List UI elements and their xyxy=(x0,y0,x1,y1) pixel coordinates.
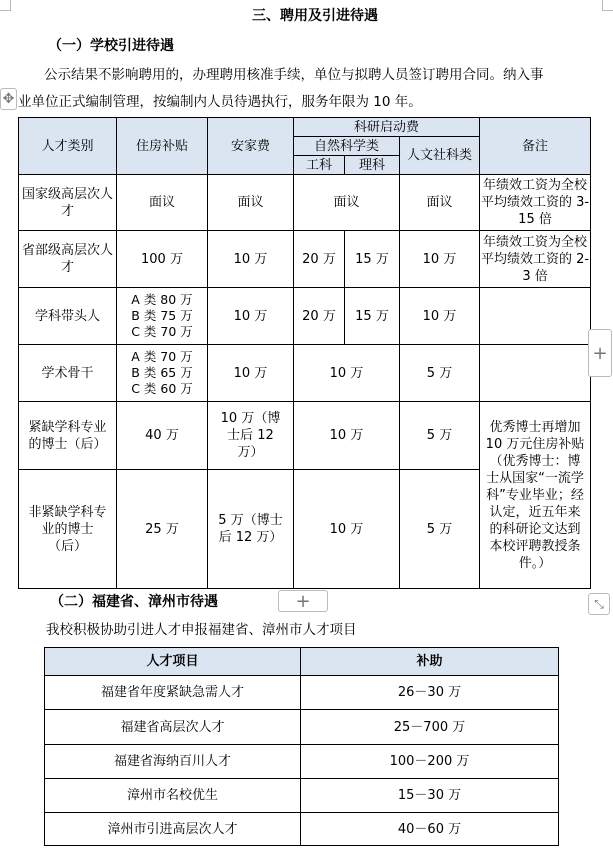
cell-research: 面议 xyxy=(294,175,400,231)
cell-humanities: 5 万 xyxy=(400,470,480,589)
housing-class-c: C 类 70 万 xyxy=(131,324,193,339)
cell-note-shared: 优秀博士再增加 10 万元住房补贴（优秀博士：博士从国家“一流学科”专业毕业；经认定，近五年来的科研论文达到本校评聘教授条件。） xyxy=(480,402,591,589)
cell-settle: 10 万 xyxy=(208,288,294,345)
cell-humanities: 10 万 xyxy=(400,231,480,288)
cell-note xyxy=(480,345,591,402)
housing-class-a: A 类 70 万 xyxy=(131,349,193,364)
header-humanities: 人文社科类 xyxy=(400,137,480,175)
cell-category: 学科带头人 xyxy=(19,288,117,345)
header-subsidy: 补助 xyxy=(301,648,559,676)
housing-class-b: B 类 65 万 xyxy=(131,365,193,380)
cell-housing: 40 万 xyxy=(117,402,208,470)
cell-research: 10 万 xyxy=(294,345,400,402)
subheading-school: （一）学校引进待遇 xyxy=(48,38,174,54)
cell-research: 10 万 xyxy=(294,470,400,589)
cell-housing xyxy=(117,345,208,402)
cell-subsidy: 26－30 万 xyxy=(301,676,559,710)
paragraph-line: 公示结果不影响聘用的，办理聘用核准手续，单位与拟聘人员签订聘用合同。纳入事 xyxy=(44,67,544,83)
province-benefits-table xyxy=(44,647,559,846)
cell-housing: 面议 xyxy=(117,175,208,231)
cell-housing: 100 万 xyxy=(117,231,208,288)
cell-project: 漳州市名校优生 xyxy=(45,779,301,813)
header-research: 科研启动费 xyxy=(294,118,480,137)
table-row xyxy=(45,745,559,779)
header-settle: 安家费 xyxy=(208,118,294,175)
cell-category: 省部级高层次人才 xyxy=(19,231,117,288)
add-column-button[interactable]: + xyxy=(588,329,612,377)
cell-settle: 10 万 xyxy=(208,345,294,402)
cell-housing xyxy=(117,288,208,345)
table-row xyxy=(19,345,591,402)
cell-subsidy: 100－200 万 xyxy=(301,745,559,779)
housing-class-c: C 类 60 万 xyxy=(131,381,193,396)
cell-subsidy: 40－60 万 xyxy=(301,813,559,846)
cell-settle: 5 万（博士后 12 万） xyxy=(208,470,294,589)
table-move-handle-icon[interactable]: ✥ xyxy=(0,88,17,110)
header-project: 人才项目 xyxy=(45,648,301,676)
paragraph: 我校积极协助引进人才申报福建省、漳州市人才项目 xyxy=(46,622,357,638)
cell-project: 福建省高层次人才 xyxy=(45,710,301,745)
cell-settle: 面议 xyxy=(208,175,294,231)
table-row xyxy=(45,710,559,745)
table-row xyxy=(45,779,559,813)
cell-housing: 25 万 xyxy=(117,470,208,589)
cell-humanities: 面议 xyxy=(400,175,480,231)
cell-project: 漳州市引进高层次人才 xyxy=(45,813,301,846)
cell-note xyxy=(480,288,591,345)
table-row xyxy=(19,231,591,288)
cell-category: 国家级高层次人才 xyxy=(19,175,117,231)
header-eng: 工科 xyxy=(294,156,345,175)
header-housing: 住房补贴 xyxy=(117,118,208,175)
section-title: 三、聘用及引进待遇 xyxy=(252,8,378,24)
header-natural: 自然科学类 xyxy=(294,137,400,156)
cell-project: 福建省海纳百川人才 xyxy=(45,745,301,779)
cell-category: 非紧缺学科专业的博士（后） xyxy=(19,470,117,589)
paragraph-line: 业单位正式编制管理，按编制内人员待遇执行，服务年限为 10 年。 xyxy=(18,94,422,110)
resize-table-icon[interactable]: ⤡ xyxy=(588,593,610,615)
header-sci: 理科 xyxy=(345,156,400,175)
cell-project: 福建省年度紧缺急需人才 xyxy=(45,676,301,710)
table-row xyxy=(45,813,559,846)
housing-class-a: A 类 80 万 xyxy=(131,292,193,307)
table-row xyxy=(45,676,559,710)
cell-subsidy: 15－30 万 xyxy=(301,779,559,813)
cell-settle: 10 万 xyxy=(208,231,294,288)
subheading-province: （二）福建省、漳州市待遇 xyxy=(50,594,218,610)
cell-subsidy: 25－700 万 xyxy=(301,710,559,745)
table-row xyxy=(19,175,591,231)
header-note: 备注 xyxy=(480,118,591,175)
cell-eng: 20 万 xyxy=(294,231,345,288)
cell-research: 10 万 xyxy=(294,402,400,470)
cell-note: 年绩效工资为全校平均绩效工资的 2-3 倍 xyxy=(480,231,591,288)
table-row xyxy=(19,288,591,345)
cell-humanities: 10 万 xyxy=(400,288,480,345)
table-row xyxy=(19,402,591,470)
cell-settle: 10 万（博士后 12 万） xyxy=(208,402,294,470)
cell-sci: 15 万 xyxy=(345,231,400,288)
school-benefits-table xyxy=(18,117,591,589)
cell-humanities: 5 万 xyxy=(400,345,480,402)
cell-note: 年绩效工资为全校平均绩效工资的 3-15 倍 xyxy=(480,175,591,231)
cell-humanities: 5 万 xyxy=(400,402,480,470)
cell-category: 学术骨干 xyxy=(19,345,117,402)
cell-category: 紧缺学科专业的博士（后） xyxy=(19,402,117,470)
add-row-button[interactable]: + xyxy=(278,590,328,612)
cell-eng: 20 万 xyxy=(294,288,345,345)
housing-class-b: B 类 75 万 xyxy=(131,308,193,323)
cell-sci: 15 万 xyxy=(345,288,400,345)
header-category: 人才类别 xyxy=(19,118,117,175)
